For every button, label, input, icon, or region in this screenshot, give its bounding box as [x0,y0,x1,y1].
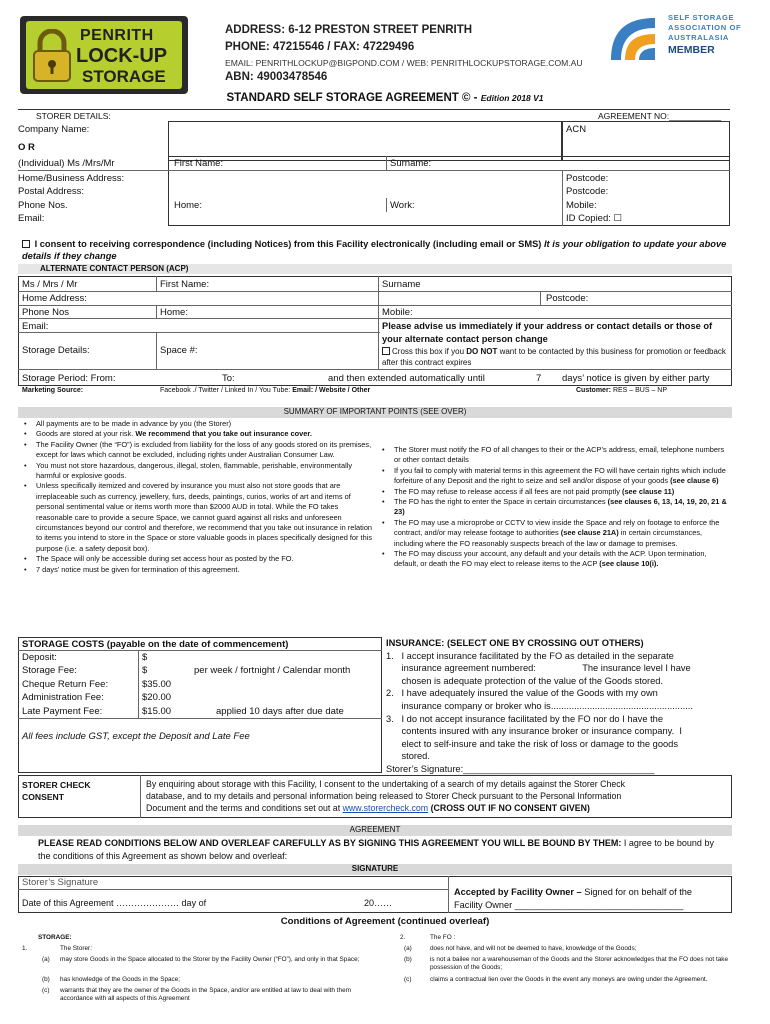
insurance-option-1-text: chosen is adequate protection of the value of the Goods stored. [386,675,664,686]
cost-label: Storage Fee: [22,665,77,677]
cost-value[interactable]: $35.00 [142,678,172,690]
summary-point [24,554,374,564]
row-line [18,718,382,719]
cost-note: per week / fortnight / Calendar month [194,665,351,677]
work-phone-label[interactable]: Work: [390,200,415,211]
or-label: O R [18,142,35,153]
insurance-option-1[interactable]: 1. I accept insurance facilitated by the FO as detailed in the separate [386,650,674,661]
storer-check-line-1: By enquiring about storage with this Facility, I consent to the undertaking of a search of my details against the Storer Check [146,779,626,789]
customer-options: RES – BUS – NP [611,387,668,394]
ssaa-logo-icon [605,12,665,70]
row-line [18,889,448,890]
col-line [156,332,157,369]
summary-heading: SUMMARY OF IMPORTANT POINTS (SEE OVER) [18,407,732,418]
condition-1-number: 1. [22,945,28,952]
storer-section-label: STORER DETAILS: [36,111,111,121]
agreement-year-label[interactable]: 20…… [364,898,393,908]
insurance-option-3-text-3: stored. [386,751,430,762]
cost-value[interactable]: $ [142,652,148,663]
insurance-option-2[interactable]: 2. I have adequately insured the value of the Goods with my own [386,688,658,699]
storer-check-label-2: CONSENT [22,792,65,802]
space-number-label[interactable]: Space #: [160,345,198,356]
logo-line2: LOCK-UP [76,45,168,67]
col-line [540,291,541,305]
phone-label: Phone Nos. [18,200,68,211]
ssaa-line3: AUSTRALASIA [668,33,730,42]
col-line [140,775,141,818]
summary-point-text: The FO may refuse to release access if all fees are not paid promptly [394,486,622,496]
summary-point [382,466,730,487]
acp-phone-label: Phone Nos [22,307,70,318]
insurance-heading: INSURANCE: (SELECT ONE BY CROSSING OUT OTHERS) [386,638,644,648]
acp-first-name-label[interactable]: First Name: [160,279,210,290]
individual-details-box [168,156,730,226]
col-line [156,305,157,318]
conditions-heading: Conditions of Agreement (continued overleaf) [280,916,490,927]
condition-storer-label: The Storer: [60,945,92,952]
logo-line1: PENRITH [80,27,154,44]
company-logo [20,16,188,94]
address-text: ADDRESS: 6-12 PRESTON STREET PENRITH [225,24,473,36]
summary-point-text: The FO may discuss your account, any default and your details with the ACP. Upon termination, default, or death the FO may elect to release items to the ACP [394,549,707,569]
summary-point-bold: We recommend that you take out insurance cover. [135,429,312,439]
cost-label: Late Payment Fee: [22,705,103,717]
summary-point-text: The Space will only be accessible during set access hour as posted by the FO. [36,554,294,564]
postal-address-label: Postal Address: [18,186,85,197]
customer-label: Customer: [576,387,612,394]
summary-point [382,549,730,570]
acp-mobile-label[interactable]: Mobile: [382,307,413,318]
facility-owner-signature-line[interactable]: Facility Owner _________________________________ [454,900,684,910]
condition-b-label: (b) [42,976,50,983]
row-line [18,318,732,319]
col-line [138,650,139,718]
row-line [18,369,732,370]
ssaa-name [668,13,741,43]
acp-postcode-label[interactable]: Postcode: [546,293,589,304]
marketing-options-social: Facebook ./ Twitter / Linked In / You Tube: [160,387,293,394]
col-line [386,198,387,212]
summary-point-text: Unless specifically itemized and covered by insurance you must also not store goods that are irreplaceable such as currency, jewellery, furs, deeds, paintings, curios, works of art and items of personal sentimental value or items worth more than $2000 AUD in total. While the FO takes reasonable care to provide a secure Space, we cannot guard against all risks and unforeseen circumstances beyond our control and therefore, we recommend that you take out insurance in relation to items you intend to store in the Space or store valuable goods in places specifically designed for this purpose (i.e. a safety deposit box). [36,481,373,553]
agreement-rest-text: I agree to be bound by [621,838,714,848]
acn-label: ACN [566,124,587,135]
summary-point [24,429,374,439]
acp-home-address-label[interactable]: Home Address: [22,293,87,304]
logo-line3: STORAGE [82,67,166,86]
acp-section-label: ALTERNATE CONTACT PERSON (ACP) [40,264,189,273]
notice-days-value: 7 [536,373,542,384]
row-line [18,332,380,333]
phone-text: PHONE: 47215546 / FAX: 47229496 [225,41,415,53]
postcode-label-2[interactable]: Postcode: [566,186,609,197]
acp-home-phone-label[interactable]: Home: [160,307,188,318]
accepted-by-text: Signed for on behalf of the [581,887,692,897]
condition-2b-label: (b) [404,956,412,963]
promotion-checkbox[interactable] [382,347,390,355]
cost-value[interactable]: $20.00 [142,692,172,704]
col-line [386,156,387,170]
cost-label: Deposit: [22,652,57,663]
cost-label: Administration Fee: [22,692,104,704]
home-address-label: Home/Business Address: [18,173,125,184]
summary-point-text: The FO has the right to enter the Space in certain circumstances [394,497,608,507]
title-edition: Edition 2018 V1 [480,93,544,103]
storage-details-label: Storage Details: [22,345,90,356]
facility-owner-acceptance [454,886,732,912]
marketing-options [160,387,370,394]
postcode-label[interactable]: Postcode: [566,173,609,184]
storer-signature-label[interactable]: Storer’s Signature [22,877,99,888]
insurance-option-3-text: contents insured with any insurance broker or insurance company. I [386,726,682,737]
summary-point-text: The Facility Owner (the “FO”) is excluded from liability for the loss of any goods stored on its premises, except for laws which cannot be excluded, including rights under Australian Consumer Law. [36,439,372,460]
optout-text-bold: DO NOT [466,347,498,356]
optout-text-1: Cross this box if you [392,347,467,356]
insurance-option-1-number: insurance agreement numbered: The insurance level I have [386,663,691,674]
summary-point [24,440,374,461]
divider [18,109,730,110]
agreement-heading: AGREEMENT [18,825,732,836]
abn-text: ABN: 49003478546 [225,71,328,83]
col-line [156,276,157,292]
row-line [18,305,732,306]
condition-2c-text: claims a contractual lien over the Goods in the event any moneys are owing under the Agreement. [430,976,708,983]
consent-checkbox[interactable] [22,240,30,248]
condition-fo-label: The FO : [430,934,456,941]
insurance-option-3[interactable]: 3. I do not accept insurance facilitated by the FO nor do I have the [386,713,664,724]
insurance-signature-line[interactable]: Storer’s Signature:_____________________________________ [386,763,655,774]
home-phone-label[interactable]: Home: [174,200,202,211]
individual-title-label: (Individual) Ms /Mrs/Mr [18,158,115,169]
summary-point [382,518,730,549]
summary-point-text: If you fail to comply with material terms in this agreement the FO will have certain rights which include forfeiture of any Deposit and the right to seize and sell and/or dispose of your goods [394,465,726,486]
notice-days-label: days’ notice is given by either party [562,373,710,384]
extended-label: and then extended automatically until [328,373,485,384]
consent-statement: I consent to receiving correspondence (including Notices) from this Facility electronically (including email or SMS) [34,239,542,249]
summary-point-bold: (see clause 21A) [560,528,619,538]
company-name-field[interactable] [168,121,562,161]
storer-check-label-1: STORER CHECK [22,780,91,790]
surname-label[interactable]: Surname: [390,158,432,169]
optout-text-2: want to be contacted by this business for promotion or feedback after this contract expires [382,347,726,367]
storage-period-label: Storage Period: From: [22,373,116,384]
to-label[interactable]: To: [222,373,235,384]
storer-check-line-2: database, and to my details and personal information being released to Storer Check pursuant to the Personal Information [146,791,622,802]
row-line [18,650,382,651]
document-title [0,92,770,104]
gst-note: All fees include GST, except the Deposit and Late Fee [22,731,250,742]
summary-point-text: Goods are stored at your risk. [36,429,136,439]
condition-c-label: (c) [42,987,50,994]
summary-point-text-2: in certain circumstances, including where the FO reasonably suspects breach of the law or damage to premises. [394,528,703,548]
mobile-label[interactable]: Mobile: [566,200,597,211]
title-main: STANDARD SELF STORAGE AGREEMENT © - [226,92,481,104]
condition-2b-text: is not a bailee nor a warehouseman of the Goods and the Storer acknowledges that the FO does not take possession of the Goods; [430,956,729,972]
summary-point-bold: (see clause 11) [621,486,675,496]
marketing-source-label: Marketing Source: [22,387,84,394]
insurance-option-3-text-2: elect to self-insure and take the risk of loss or damage to the goods [386,738,678,749]
summary-point-text: You must not store hazardous, dangerous, illegal, stolen, flammable, perishable, environmentally harmful or explosive goods. [36,460,353,481]
member-label: MEMBER [668,44,715,56]
cost-label: Cheque Return Fee: [22,678,109,690]
consent-obligation: It is your obligation to update your above details if they change [22,239,727,261]
accepted-by-label: Accepted by Facility Owner – [454,887,582,897]
summary-left-list [24,419,374,575]
agreement-date-label[interactable]: Date of this Agreement ………………… day of [22,898,207,908]
ssaa-line2: ASSOCIATION OF [668,23,742,32]
cost-value[interactable]: $ [142,665,148,677]
summary-point [382,445,730,466]
col-line [562,170,563,226]
advise-text: Please advise us immediately if your address or contact details or those of your alternate contact person change [382,321,713,344]
summary-point-text: The Storer must notify the FO of all changes to their or the ACP’s address, email, telephone numbers or other contact details [394,445,725,465]
condition-a-label: (a) [42,956,50,963]
acp-title-label: Ms / Mrs / Mr [22,279,78,290]
condition-2a-label: (a) [404,945,412,952]
agreement-text [38,837,732,863]
summary-point [24,461,374,482]
storer-check-cross-out: (CROSS OUT IF NO CONSENT GIVEN) [428,803,590,814]
insurance-section [386,637,732,776]
col-line [378,276,379,369]
col-line [448,876,449,913]
email-web-text: EMAIL: PENRITHLOCKUP@BIGPOND.COM / WEB: PENRITHLOCKUPSTORAGE.COM.AU [225,58,583,68]
customer-type [576,387,667,394]
email-label: Email: [18,213,45,224]
summary-point [382,497,730,518]
condition-2-number: 2. [400,934,406,941]
id-copied-label[interactable]: ID Copied: ☐ [566,213,623,224]
acp-surname-label[interactable]: Surname [382,279,421,290]
summary-point-bold: (see clauses 6, 13, 14, 19, 20, 21 & 23) [394,497,727,517]
agreement-line-2: the conditions of this Agreement as shown below and overleaf: [38,851,288,861]
acp-email-label[interactable]: Email: [22,321,49,332]
agreement-bold-text: PLEASE READ CONDITIONS BELOW AND OVERLEAF CAREFULLY AS BY SIGNING THIS AGREEMENT YOU WILL BE BOUND BY THEM: [38,838,622,848]
condition-2c-label: (c) [404,976,412,983]
padlock-icon [30,29,74,83]
row-line [18,291,732,292]
marketing-options-other: Email: / Website / Other [292,387,371,394]
first-name-label[interactable]: First Name: [174,158,224,169]
storer-check-link[interactable]: www.storercheck.com [342,803,429,814]
cost-value[interactable]: $15.00 [142,705,172,717]
storage-costs-heading: STORAGE COSTS (payable on the date of commencement) [22,639,289,650]
condition-b-text: has knowledge of the Goods in the Space; [60,976,181,983]
summary-point-bold: (see clause 10(i). [599,559,659,569]
insurance-option-2-broker: insurance company or broker who is....................................................... [386,700,693,711]
summary-point-text: The FO may use a microprobe or CCTV to view inside the Space and rely on footage to enforce the contract, and/or may release footage to authorities [394,517,720,538]
summary-right-list [382,445,730,570]
summary-point-text: All payments are to be made in advance by you (the Storer) [36,419,232,428]
company-name-label: Company Name: [18,124,90,135]
summary-point [24,419,374,429]
storer-check-label [22,779,91,803]
cost-note: applied 10 days after due date [216,705,344,717]
ssaa-line1: SELF STORAGE [668,13,735,22]
summary-point [382,487,730,497]
agreement-number: AGREEMENT NO:___________ [598,111,722,121]
summary-point-text: 7 days’ notice must be given for termination of this agreement. [36,564,240,574]
condition-2a-text: does not have, and will not be deemed to have, knowledge of the Goods; [430,945,637,952]
storer-check-line-3: Document and the terms and conditions set out at [146,803,343,814]
condition-storage-heading: STORAGE: [38,934,72,941]
storer-check-text [146,778,730,815]
promotion-optout [382,346,730,368]
consent-text [22,238,734,262]
condition-a-text: may store Goods in the Space allocated to the Storer by the Facility Owner (“FO”), and only in that Space; [60,956,360,963]
acn-field[interactable] [562,121,730,161]
signature-heading: SIGNATURE [18,864,732,875]
summary-point [24,481,374,554]
summary-point [24,565,374,575]
summary-point-bold: (see clause 6) [670,476,719,486]
condition-c-text: warrants that they are the owner of the Goods in the Space, and/or are entitled at law to deal with them accordance with all aspects of this Agreement [60,987,351,1003]
row-line [18,170,730,171]
